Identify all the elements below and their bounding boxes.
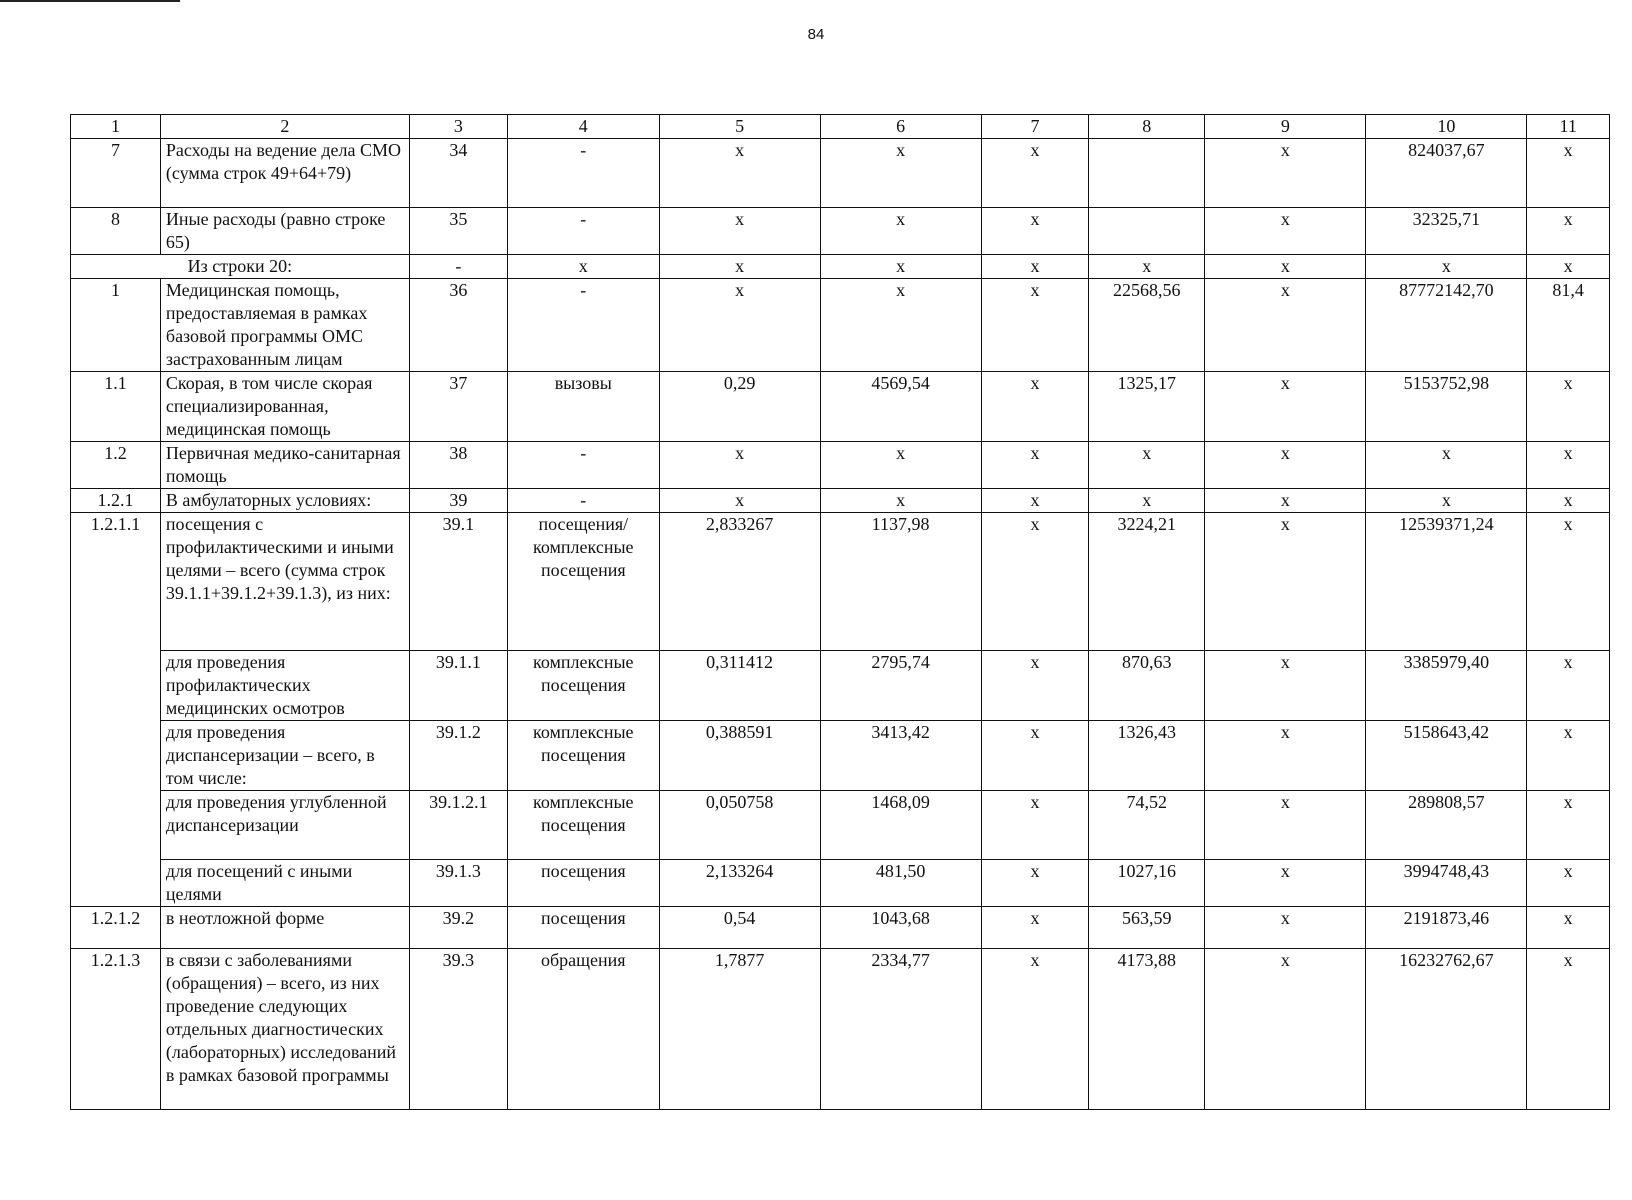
row-unit: x xyxy=(508,255,660,279)
table-row xyxy=(71,279,1610,372)
column-number: 7 xyxy=(981,115,1089,139)
cell-col5: 1,7877 xyxy=(659,949,820,1110)
column-number: 6 xyxy=(820,115,981,139)
row-unit: комплексные посещения xyxy=(508,791,660,860)
section-row xyxy=(71,255,1610,279)
row-unit: посещения xyxy=(508,907,660,949)
cell-col6: 2334,77 xyxy=(820,949,981,1110)
cell-col8 xyxy=(1089,208,1205,255)
cell-col8: 1027,16 xyxy=(1089,860,1205,907)
row-code: 39.1.1 xyxy=(409,651,507,721)
column-number: 10 xyxy=(1366,115,1527,139)
column-number: 3 xyxy=(409,115,507,139)
cell-col8: 870,63 xyxy=(1089,651,1205,721)
cell-col10: 3385979,40 xyxy=(1366,651,1527,721)
cell-col6: 2795,74 xyxy=(820,651,981,721)
table-row xyxy=(71,513,1610,651)
cell-col8: 1326,43 xyxy=(1089,721,1205,791)
cell-col9: x xyxy=(1205,907,1366,949)
row-name: посещения с профилактическими и иными целями – всего (сумма строк 39.1.1+39.1.2+39.1.3), из них: xyxy=(160,513,409,651)
cell-col7: x xyxy=(981,949,1089,1110)
cell-col9: x xyxy=(1205,442,1366,489)
row-name: в неотложной форме xyxy=(160,907,409,949)
row-code: 37 xyxy=(409,372,507,442)
cell-col11: x xyxy=(1527,860,1610,907)
cell-col9: x xyxy=(1205,372,1366,442)
cell-col8: 3224,21 xyxy=(1089,513,1205,651)
cell-col7: x xyxy=(981,907,1089,949)
row-code: 39 xyxy=(409,489,507,513)
table-row xyxy=(71,860,1610,907)
table-row xyxy=(71,907,1610,949)
cell-col7: x xyxy=(981,139,1089,208)
table-row xyxy=(71,949,1610,1110)
row-code: 38 xyxy=(409,442,507,489)
cell-col9: x xyxy=(1205,860,1366,907)
cell-col6: 4569,54 xyxy=(820,372,981,442)
column-number: 1 xyxy=(71,115,161,139)
row-code: 36 xyxy=(409,279,507,372)
cell-col7: x xyxy=(981,791,1089,860)
row-code: 35 xyxy=(409,208,507,255)
cell-col7: x xyxy=(981,489,1089,513)
row-unit: - xyxy=(508,139,660,208)
cell-col11: x xyxy=(1527,139,1610,208)
cell-col8: x xyxy=(1089,489,1205,513)
cell-col9: x xyxy=(1205,489,1366,513)
column-number: 11 xyxy=(1527,115,1610,139)
cell-col11: x xyxy=(1527,442,1610,489)
cell-col5: x xyxy=(659,489,820,513)
cell-col7: x xyxy=(981,442,1089,489)
cell-col11: x xyxy=(1527,513,1610,651)
row-name: для проведения диспансеризации – всего, в том числе: xyxy=(160,721,409,791)
cell-col11: x xyxy=(1527,721,1610,791)
cell-col5: x xyxy=(659,442,820,489)
cell-col6: 1043,68 xyxy=(820,907,981,949)
cell-col6: x xyxy=(820,139,981,208)
cell-col9: x xyxy=(1205,139,1366,208)
cell-col10: 16232762,67 xyxy=(1366,949,1527,1110)
row-number: 1 xyxy=(71,279,161,372)
row-name: Медицинская помощь, предоставляемая в рамках базовой программы ОМС застрахованным лицам xyxy=(160,279,409,372)
cell-col10: x xyxy=(1366,442,1527,489)
cell-col10: 824037,67 xyxy=(1366,139,1527,208)
cell-col11: x xyxy=(1527,651,1610,721)
cell-col6: x xyxy=(820,208,981,255)
row-number: 1.2.1.1 xyxy=(71,513,161,907)
cell-col7: x xyxy=(981,208,1089,255)
cell-col5: x xyxy=(659,279,820,372)
column-number: 5 xyxy=(659,115,820,139)
row-unit: комплексные посещения xyxy=(508,651,660,721)
row-code: 39.3 xyxy=(409,949,507,1110)
row-unit: - xyxy=(508,279,660,372)
row-unit: - xyxy=(508,208,660,255)
row-code: 39.1.2 xyxy=(409,721,507,791)
cell-col10: 32325,71 xyxy=(1366,208,1527,255)
cell-col8: x xyxy=(1089,442,1205,489)
cell-col5: 0,388591 xyxy=(659,721,820,791)
row-name: для посещений с иными целями xyxy=(160,860,409,907)
cell-col6: x xyxy=(820,489,981,513)
cell-col5: 0,54 xyxy=(659,907,820,949)
table-row xyxy=(71,372,1610,442)
cell-col8: 22568,56 xyxy=(1089,279,1205,372)
cell-col7: x xyxy=(981,860,1089,907)
cell-col8: 74,52 xyxy=(1089,791,1205,860)
cell-col5: 0,050758 xyxy=(659,791,820,860)
cell-col9: x xyxy=(1205,651,1366,721)
cell-col10: 2191873,46 xyxy=(1366,907,1527,949)
cell-col11: x xyxy=(1527,255,1610,279)
cell-col6: x xyxy=(820,442,981,489)
row-number: 8 xyxy=(71,208,161,255)
cell-col8: 1325,17 xyxy=(1089,372,1205,442)
cell-col10: 3994748,43 xyxy=(1366,860,1527,907)
cell-col8: x xyxy=(1089,255,1205,279)
cell-col7: x xyxy=(981,651,1089,721)
cell-col11: x xyxy=(1527,489,1610,513)
cell-col10: 87772142,70 xyxy=(1366,279,1527,372)
cell-col10: 289808,57 xyxy=(1366,791,1527,860)
row-name: для проведения углубленной диспансеризации xyxy=(160,791,409,860)
row-name: в связи с заболеваниями (обращения) – всего, из них проведение следующих отдельных диагностических (лабораторных) исследований в рамках базовой программы xyxy=(160,949,409,1110)
cell-col9: x xyxy=(1205,255,1366,279)
cell-col5: 0,311412 xyxy=(659,651,820,721)
row-unit: посещения/ комплексные посещения xyxy=(508,513,660,651)
row-number: 7 xyxy=(71,139,161,208)
scan-corner-mark xyxy=(0,0,180,2)
page-number: 84 xyxy=(807,26,825,43)
table-row xyxy=(71,208,1610,255)
cell-col7: x xyxy=(981,513,1089,651)
cell-col9: x xyxy=(1205,279,1366,372)
cell-col7: x xyxy=(981,255,1089,279)
table-row xyxy=(71,442,1610,489)
cell-col11: 81,4 xyxy=(1527,279,1610,372)
cell-col6: x xyxy=(820,255,981,279)
table-row xyxy=(71,651,1610,721)
row-unit: комплексные посещения xyxy=(508,721,660,791)
cell-col11: x xyxy=(1527,208,1610,255)
row-code: 39.1 xyxy=(409,513,507,651)
cell-col11: x xyxy=(1527,949,1610,1110)
row-unit: посещения xyxy=(508,860,660,907)
cell-col9: x xyxy=(1205,513,1366,651)
row-code: - xyxy=(409,255,507,279)
cell-col9: x xyxy=(1205,208,1366,255)
cell-col7: x xyxy=(981,279,1089,372)
table-row xyxy=(71,791,1610,860)
cell-col10: 12539371,24 xyxy=(1366,513,1527,651)
cell-col5: x xyxy=(659,139,820,208)
row-name: Скорая, в том числе скорая специализированная, медицинская помощь xyxy=(160,372,409,442)
column-number: 4 xyxy=(508,115,660,139)
cell-col11: x xyxy=(1527,907,1610,949)
cell-col10: x xyxy=(1366,489,1527,513)
row-name: Расходы на ведение дела СМО (сумма строк 49+64+79) xyxy=(160,139,409,208)
row-number: 1.2.1.2 xyxy=(71,907,161,949)
cell-col6: 481,50 xyxy=(820,860,981,907)
cell-col5: x xyxy=(659,208,820,255)
cell-col9: x xyxy=(1205,791,1366,860)
cell-col10: x xyxy=(1366,255,1527,279)
row-code: 34 xyxy=(409,139,507,208)
row-unit: обращения xyxy=(508,949,660,1110)
column-number: 9 xyxy=(1205,115,1366,139)
section-label: Из строки 20: xyxy=(71,255,410,279)
cell-col11: x xyxy=(1527,372,1610,442)
row-number: 1.2 xyxy=(71,442,161,489)
table-row xyxy=(71,721,1610,791)
row-number: 1.1 xyxy=(71,372,161,442)
cell-col6: 1468,09 xyxy=(820,791,981,860)
table-row xyxy=(71,489,1610,513)
cell-col8: 4173,88 xyxy=(1089,949,1205,1110)
cell-col5: 0,29 xyxy=(659,372,820,442)
cell-col9: x xyxy=(1205,949,1366,1110)
cell-col5: x xyxy=(659,255,820,279)
cell-col11: x xyxy=(1527,791,1610,860)
row-name: Иные расходы (равно строке 65) xyxy=(160,208,409,255)
row-number: 1.2.1 xyxy=(71,489,161,513)
table-row xyxy=(71,139,1610,208)
cell-col6: x xyxy=(820,279,981,372)
cell-col5: 2,833267 xyxy=(659,513,820,651)
cell-col6: 1137,98 xyxy=(820,513,981,651)
row-number: 1.2.1.3 xyxy=(71,949,161,1110)
column-number: 8 xyxy=(1089,115,1205,139)
cell-col8: 563,59 xyxy=(1089,907,1205,949)
cell-col7: x xyxy=(981,372,1089,442)
expense-table xyxy=(70,114,1610,1110)
row-code: 39.1.3 xyxy=(409,860,507,907)
row-name: Первичная медико-санитарная помощь xyxy=(160,442,409,489)
cell-col6: 3413,42 xyxy=(820,721,981,791)
header-row xyxy=(71,115,1610,139)
cell-col7: x xyxy=(981,721,1089,791)
row-unit: вызовы xyxy=(508,372,660,442)
cell-col8 xyxy=(1089,139,1205,208)
row-name: В амбулаторных условиях: xyxy=(160,489,409,513)
cell-col5: 2,133264 xyxy=(659,860,820,907)
row-name: для проведения профилактических медицинских осмотров xyxy=(160,651,409,721)
cell-col9: x xyxy=(1205,721,1366,791)
cell-col10: 5158643,42 xyxy=(1366,721,1527,791)
row-unit: - xyxy=(508,489,660,513)
cell-col10: 5153752,98 xyxy=(1366,372,1527,442)
row-code: 39.2 xyxy=(409,907,507,949)
row-unit: - xyxy=(508,442,660,489)
row-code: 39.1.2.1 xyxy=(409,791,507,860)
column-number: 2 xyxy=(160,115,409,139)
